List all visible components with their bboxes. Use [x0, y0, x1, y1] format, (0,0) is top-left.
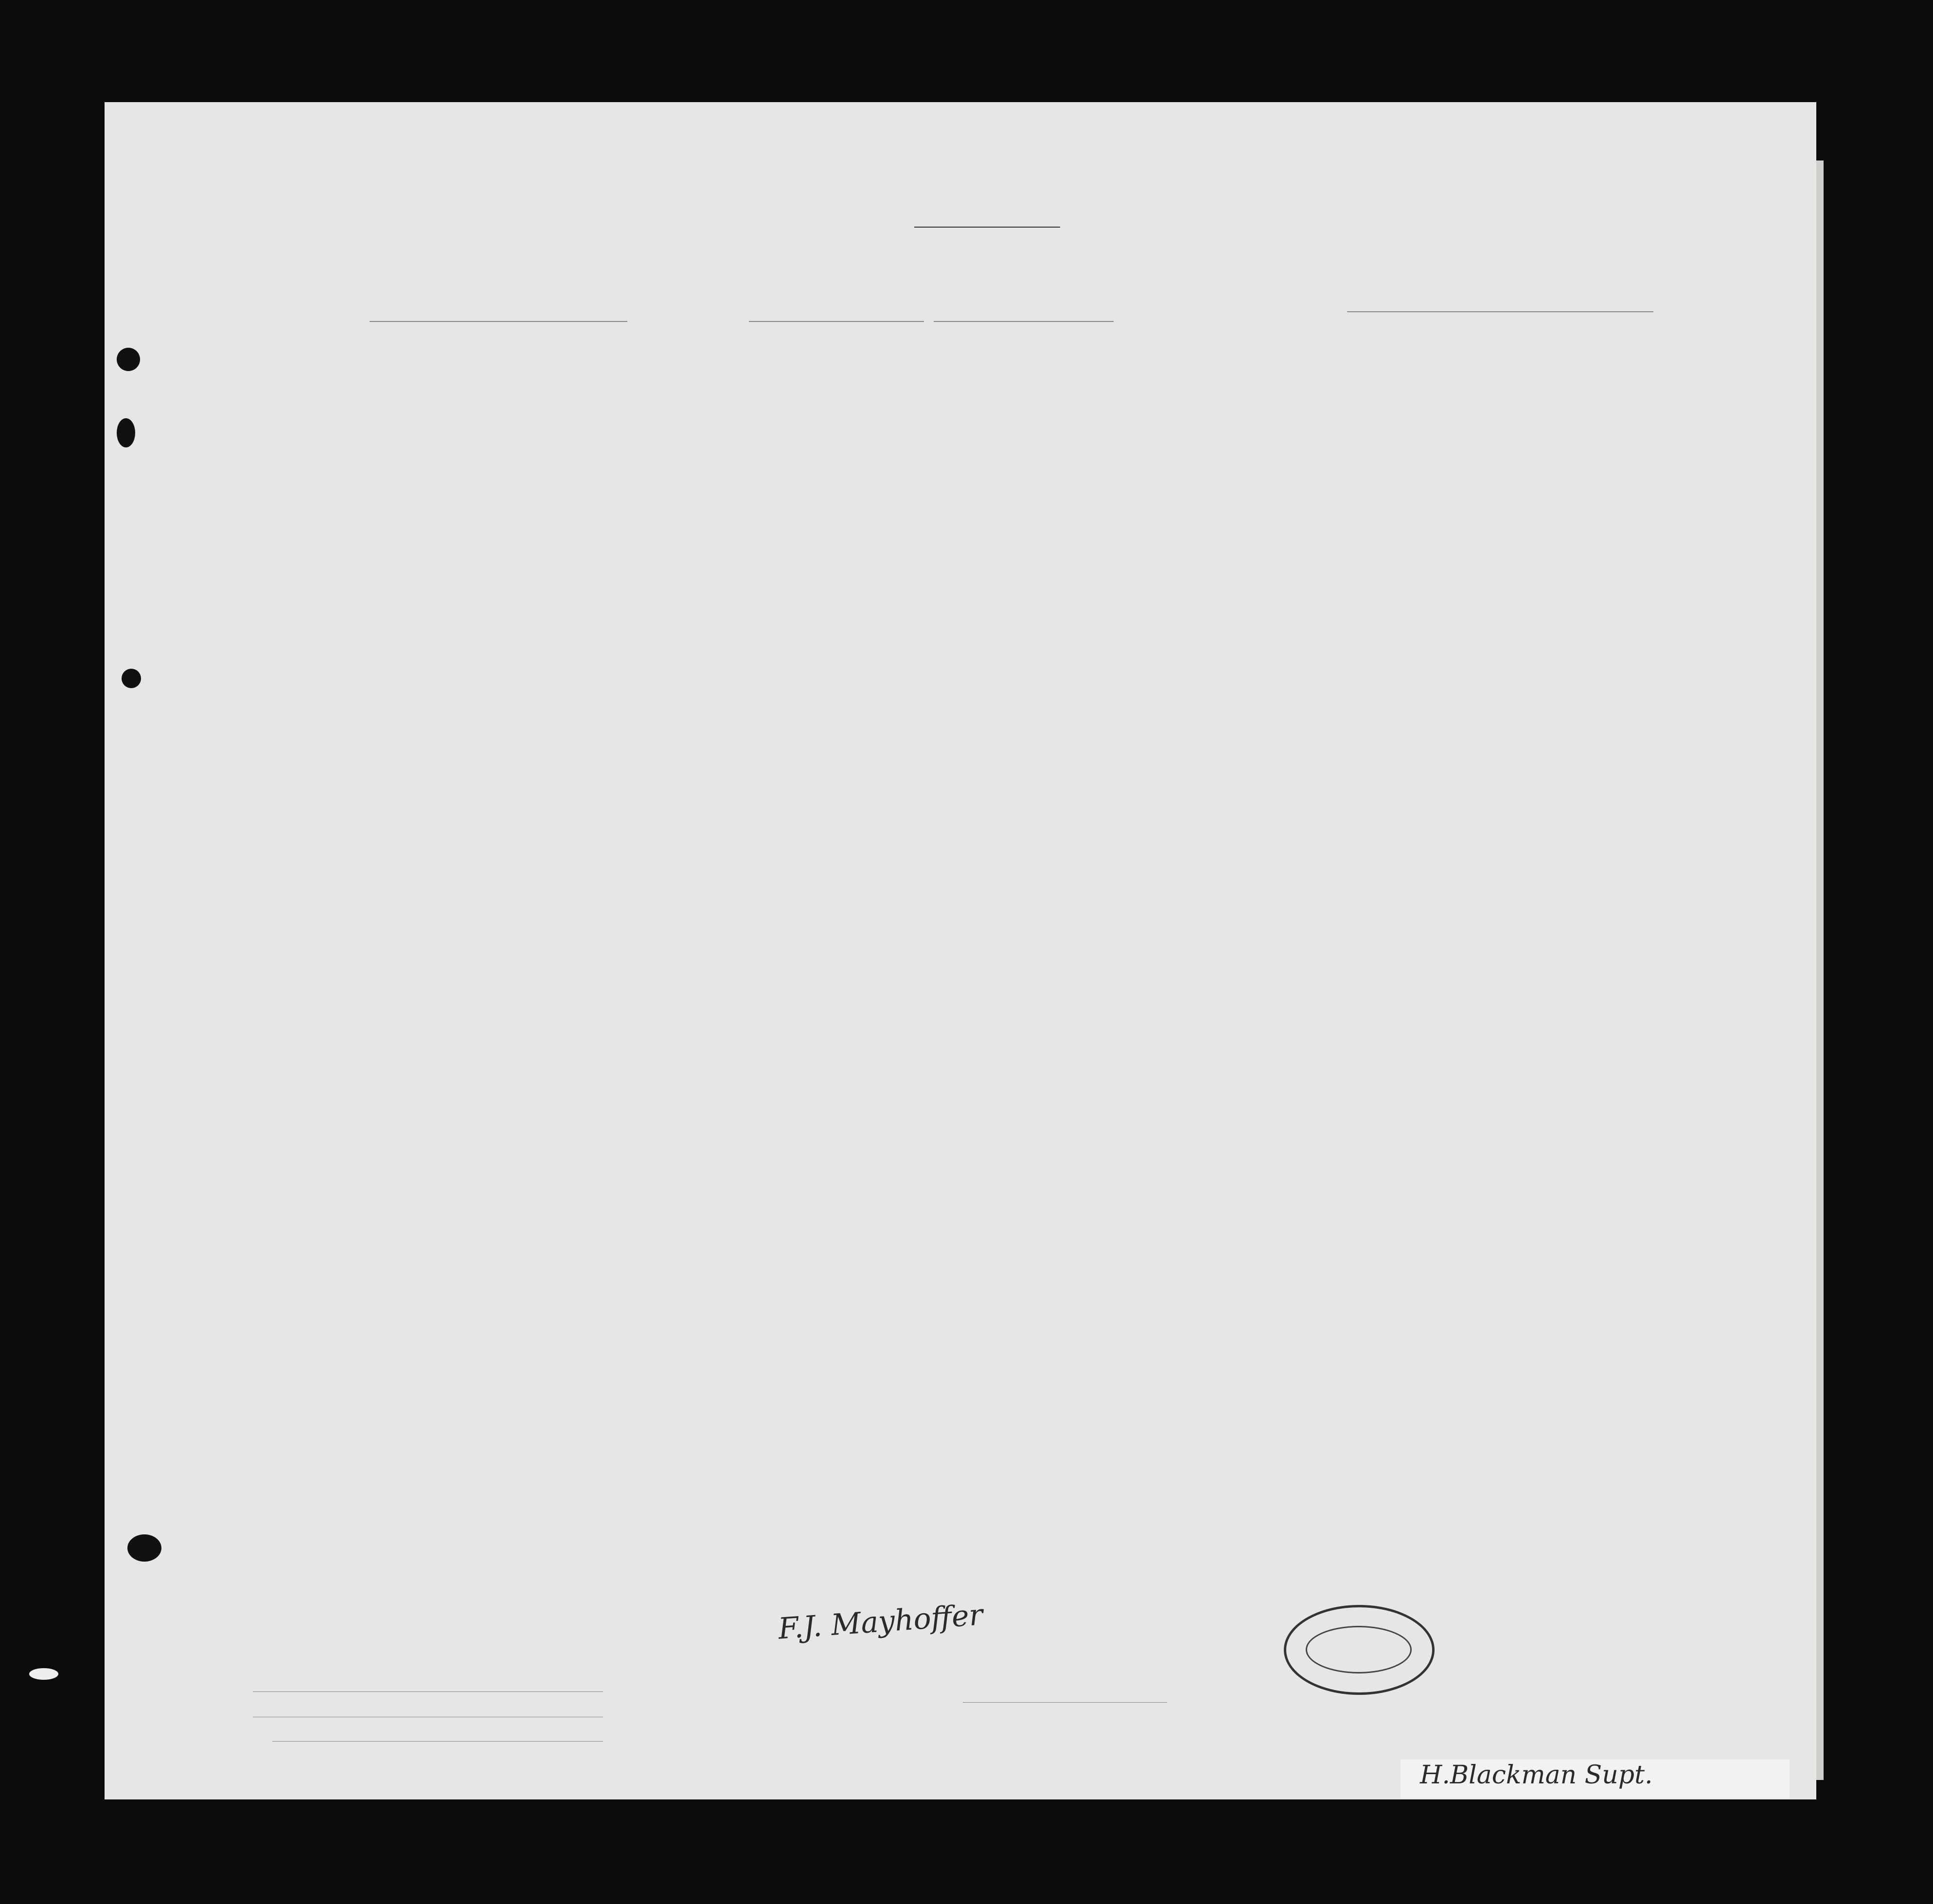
port-underline — [749, 321, 924, 322]
inspector-underline — [963, 1702, 1167, 1703]
date-underline — [934, 321, 1114, 322]
binding-hole — [117, 348, 140, 371]
binding-hole — [127, 1534, 161, 1562]
vessel-underline — [370, 321, 627, 322]
stamp-inner-ring — [1306, 1626, 1412, 1673]
from-port-underline — [1347, 311, 1653, 312]
manifest-sheet — [105, 102, 1816, 1799]
binding-hole — [117, 418, 135, 447]
line-underline — [253, 1691, 603, 1692]
mm-office-stamp — [1284, 1605, 1435, 1695]
binding-hole — [122, 669, 141, 688]
paper-fleck — [29, 1668, 58, 1680]
superintendent-signature: H.Blackman Supt. — [1420, 1761, 1653, 1790]
title-underline — [914, 227, 1060, 228]
local-agents-underline — [272, 1741, 603, 1742]
inspector-signature: F.J. Mayhoffer — [777, 1598, 984, 1646]
